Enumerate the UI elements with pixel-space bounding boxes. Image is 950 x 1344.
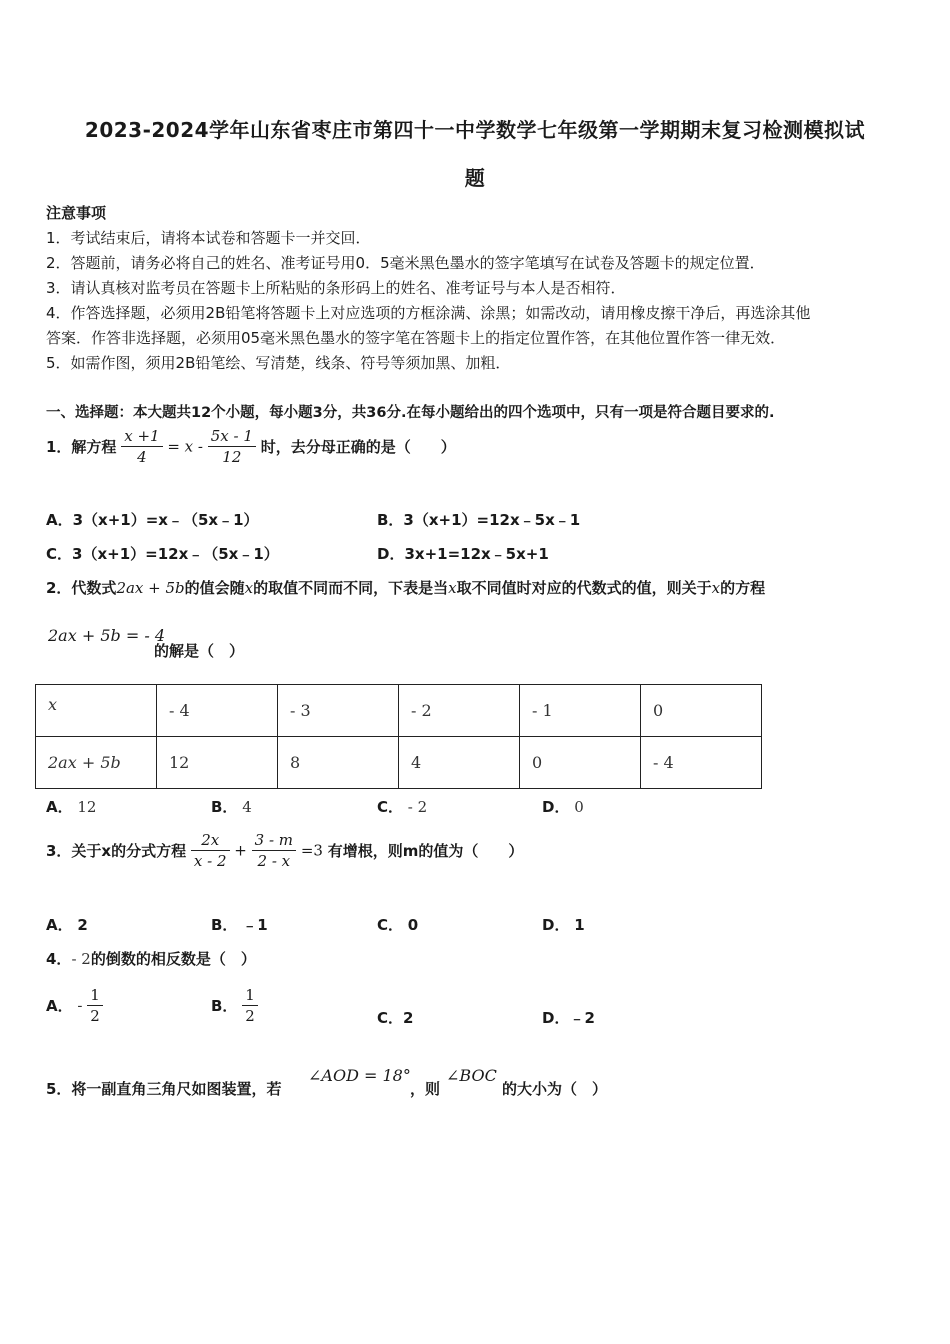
q3-frac1-numerator: 2x: [191, 830, 230, 851]
q1-fraction-1: [121, 426, 162, 467]
q1-option-b: B．3（x+1）=12x﹣5x﹣1: [377, 511, 581, 529]
table-cell: 4: [399, 737, 520, 789]
q3-option-c: C． 0: [377, 916, 419, 934]
q1-option-c: C．3（x+1）=12x﹣（5x﹣1）: [46, 545, 279, 563]
q4-option-d: D．﹣2: [542, 1009, 595, 1027]
q5-angle-aod: ∠AOD = 18°: [308, 1066, 411, 1085]
q2-option-b: B． 4: [211, 798, 252, 816]
q5-prefix: 5．将一副直角三角尺如图装置，若: [46, 1080, 282, 1098]
table-cell: 12: [157, 737, 278, 789]
q3-suffix: 有增根，则m的值为（ ）: [327, 842, 524, 860]
q4-option-c: C．2: [377, 1009, 414, 1027]
q2-x-1: x: [244, 579, 254, 597]
q2-option-a: A． 12: [46, 798, 97, 816]
notice-item-4-cont: 答案．作答非选择题，必须用05毫米黑色墨水的签字笔在答题卡上的指定位置作答，在其他位置作答一律无效．: [46, 329, 786, 347]
table-cell: 2ax + 5b: [36, 737, 157, 789]
notice-heading: 注意事项: [46, 204, 107, 222]
question-1: [46, 426, 456, 467]
notice-item-2: 2．答题前，请务必将自己的姓名、准考证号用0．5毫米黑色墨水的签字笔填写在试卷及答题卡的规定位置．: [46, 254, 765, 272]
table-cell: 0: [641, 685, 762, 737]
q2-tail: 的解是（ ）: [154, 642, 245, 660]
question-2: [46, 577, 765, 598]
q2-x-3: x: [711, 579, 721, 597]
q4-option-b: B． $\frac{1}{2}$: [211, 985, 258, 1026]
q3-option-b: B． ﹣1: [211, 916, 268, 934]
q2-text-5: 的方程: [720, 579, 766, 597]
q2-option-d: D． 0: [542, 798, 584, 816]
q4-option-a: A． - $\frac{1}{2}$: [46, 985, 103, 1026]
table-cell: - 1: [520, 685, 641, 737]
question-3: [46, 830, 523, 871]
q4-option-a-fraction: $\frac{1}{2}$: [87, 985, 103, 1026]
table-row: [36, 685, 762, 737]
q3-fraction-2: [252, 830, 296, 871]
q2-option-c: C． - 2: [377, 798, 428, 816]
q3-plus: +: [234, 841, 247, 860]
q1-fraction-2: [208, 426, 256, 467]
q1-frac2-denominator: 12: [222, 448, 242, 466]
q1-suffix: 时，去分母正确的是（ ）: [260, 438, 456, 456]
q3-option-a: A． 2: [46, 916, 88, 934]
q2-value-table: [35, 684, 762, 789]
notice-item-4: 4．作答选择题，必须用2B铅笔将答题卡上对应选项的方框涂满、涂黑；如需改动，请用橡皮擦干净后，再选涂其他: [46, 304, 811, 322]
q4-option-b-fraction: $\frac{1}{2}$: [242, 985, 258, 1026]
q2-expression: 2ax + 5b: [116, 579, 185, 597]
table-cell: 8: [278, 737, 399, 789]
q3-frac1-denominator: x - 2: [193, 852, 227, 870]
q5-angle-boc: ∠BOC: [446, 1066, 497, 1085]
q3-fraction-1: [191, 830, 230, 871]
table-cell: x: [36, 685, 157, 737]
exam-title-line2: 题: [464, 166, 486, 190]
q2-text-4: 取不同值时对应的代数式的值，则关于: [456, 579, 712, 597]
q1-option-d: D．3x+1=12x﹣5x+1: [377, 545, 549, 563]
question-4: [46, 948, 256, 969]
q1-frac1-denominator: 4: [137, 448, 147, 466]
q4-prefix: 4．: [46, 950, 72, 968]
exam-title-line1: 2023-2024学年山东省枣庄市第四十一中学数学七年级第一学期期末复习检测模拟试: [84, 118, 866, 142]
q3-equals: =3: [300, 841, 323, 860]
table-row: [36, 737, 762, 789]
notice-item-5: 5．如需作图，须用2B铅笔绘、写清楚，线条、符号等须加黑、加粗．: [46, 354, 511, 372]
q2-x-2: x: [448, 579, 457, 597]
q4-suffix: 的倒数的相反数是（ ）: [90, 950, 256, 968]
table-cell: - 3: [278, 685, 399, 737]
q2-text-2: 的值会随: [184, 579, 245, 597]
table-cell: - 4: [641, 737, 762, 789]
q1-middle: = x -: [167, 437, 203, 456]
table-cell: - 2: [399, 685, 520, 737]
q5-suffix: 的大小为（ ）: [502, 1080, 608, 1098]
q5-middle: ，则: [410, 1080, 441, 1098]
q3-prefix: 3．关于x的分式方程: [46, 842, 187, 860]
q1-frac2-numerator: 5x - 1: [208, 426, 256, 447]
section-heading: 一、选择题：本大题共12个小题，每小题3分，共36分.在每小题给出的四个选项中，只有一项是符合题目要求的.: [46, 405, 775, 421]
q2-equation: 2ax + 5b = - 4: [48, 626, 165, 645]
table-cell: 0: [520, 737, 641, 789]
q3-frac2-denominator: 2 - x: [257, 852, 291, 870]
q1-prefix: 1．解方程: [46, 438, 117, 456]
q2-text-1: 2．代数式: [46, 579, 117, 597]
table-cell: - 4: [157, 685, 278, 737]
q1-option-a: A．3（x+1）=x﹣（5x﹣1）: [46, 511, 259, 529]
q2-text-3: 的取值不同而不同，下表是当: [253, 579, 449, 597]
q3-option-d: D． 1: [542, 916, 585, 934]
q4-value: - 2: [71, 950, 91, 968]
q1-frac1-numerator: x +1: [121, 426, 162, 447]
notice-item-3: 3．请认真核对监考员在答题卡上所粘贴的条形码上的姓名、准考证号与本人是否相符．: [46, 279, 626, 297]
q3-frac2-numerator: 3 - m: [252, 830, 296, 851]
notice-item-1: 1．考试结束后，请将本试卷和答题卡一并交回．: [46, 229, 371, 247]
